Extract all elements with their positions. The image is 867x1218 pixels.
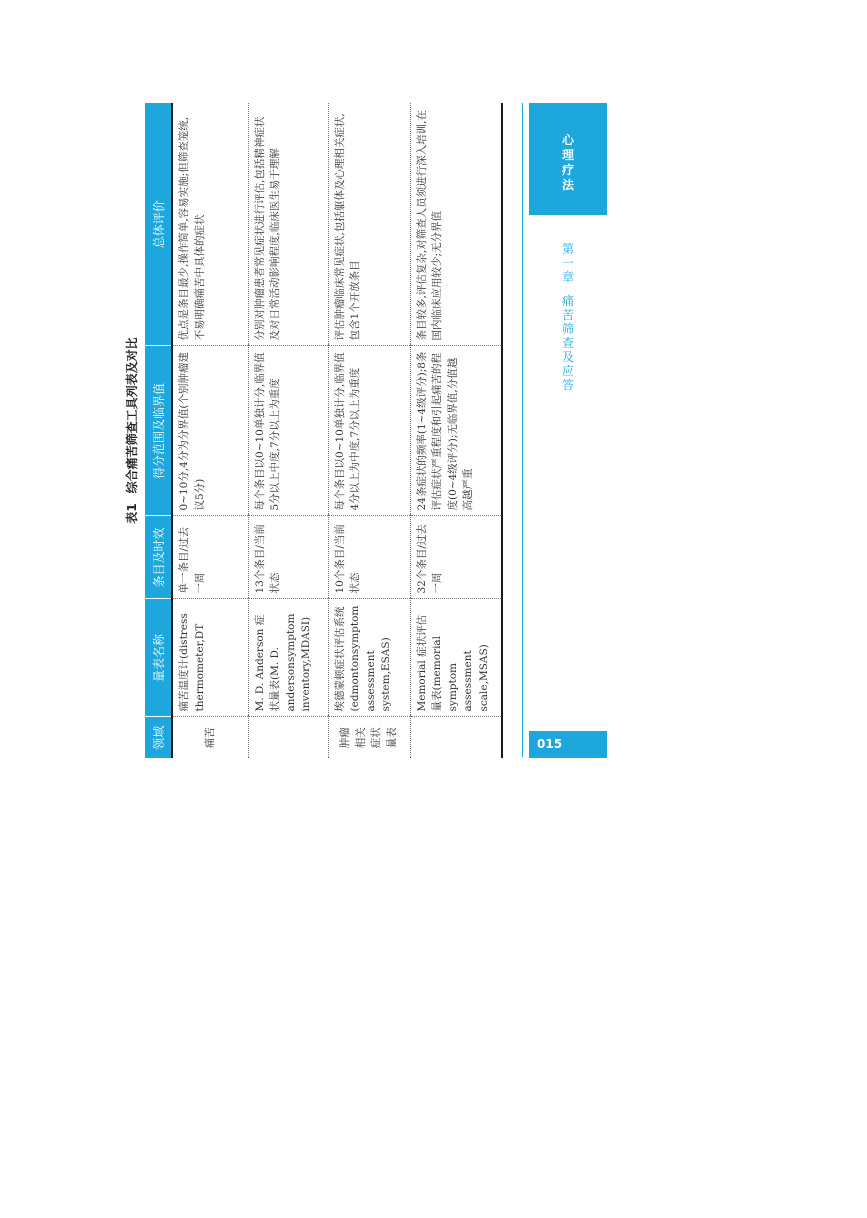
cell-scale-name: Memorial 症状评估量表(memorial symptom assessment scale,MSAS) [410, 599, 502, 717]
cell-score: 24条症状的频率(1~4级评分);8条评估症状严重程度和引起痛苦的程度(0~4级评分);无临界值,分值越高越严重 [410, 346, 502, 516]
cell-score: 0~10分,4分为分界值(个别肿瘤建议5分) [172, 346, 248, 516]
cell-domain: 痛苦 [172, 717, 248, 758]
cell-evaluation: 评估肿瘤临床常见症状,包括躯体及心理相关症状,包含1个开放条目 [328, 103, 410, 346]
screening-tools-table [145, 103, 503, 758]
section-tab-label: 心 理 疗 法 [561, 133, 574, 192]
chapter-label [529, 242, 607, 392]
page-number: 015 [537, 737, 563, 751]
header-scale-name: 量表名称 [145, 599, 172, 717]
cell-domain [410, 717, 502, 758]
cell-items: 10个条目/当前状态 [328, 516, 410, 599]
cell-domain [248, 717, 328, 758]
table-caption-title: 综合痛苦筛查工具列表及对比 [125, 337, 139, 494]
table-row [410, 103, 502, 758]
chapter-title-label: 痛 苦 筛 查 及 应 答 [561, 294, 574, 392]
cell-items: 13个条目/当前状态 [248, 516, 328, 599]
cell-scale-name: 埃德蒙顿症状评估系统(edmontonsymptom assessment system,ESAS) [328, 599, 410, 717]
table-header-row [145, 103, 172, 758]
table-row [328, 103, 410, 758]
header-items-timeframe: 条目及时效 [145, 516, 172, 599]
page-number-box [529, 731, 607, 758]
cell-domain: 肿瘤相关症状量表 [328, 717, 410, 758]
cell-items: 单一条目/过去一周 [172, 516, 248, 599]
header-domain: 领域 [145, 717, 172, 758]
cell-scale-name: M. D. Anderson 症状量表(M. D. andersonsymptom inventory,MDASI) [248, 599, 328, 717]
cell-evaluation: 分别对肿瘤患者常见症状进行评估,包括精神症状及对日常活动影响程度,临床医生易于理解 [248, 103, 328, 346]
table-caption [123, 103, 141, 758]
table-row [248, 103, 328, 758]
header-overall-evaluation: 总体评价 [145, 103, 172, 346]
cell-evaluation: 优点是条目最少,操作简单,容易实施;但筛查笼统,不易明确痛苦中具体的症状 [172, 103, 248, 346]
cell-score: 每个条目以0~10单独计分,临界值4分以上为中度,7分以上为重度 [328, 346, 410, 516]
table-caption-number: 表1 [125, 503, 139, 524]
table-row [172, 103, 248, 758]
cell-items: 32个条目/过去一周 [410, 516, 502, 599]
cell-evaluation: 条目较多,评估复杂,对筛查人员须进行深入培训,在国内临床应用较少;无分界值 [410, 103, 502, 346]
section-tab [529, 103, 607, 215]
cell-score: 每个条目以0~10单独计分,临界值5分以上中度,7分以上为重度 [248, 346, 328, 516]
chapter-number-label: 第 一 章 [561, 242, 574, 284]
cell-scale-name: 痛苦温度计(distress thermometer,DT [172, 599, 248, 717]
header-score-range: 得分范围及临界值 [145, 346, 172, 516]
